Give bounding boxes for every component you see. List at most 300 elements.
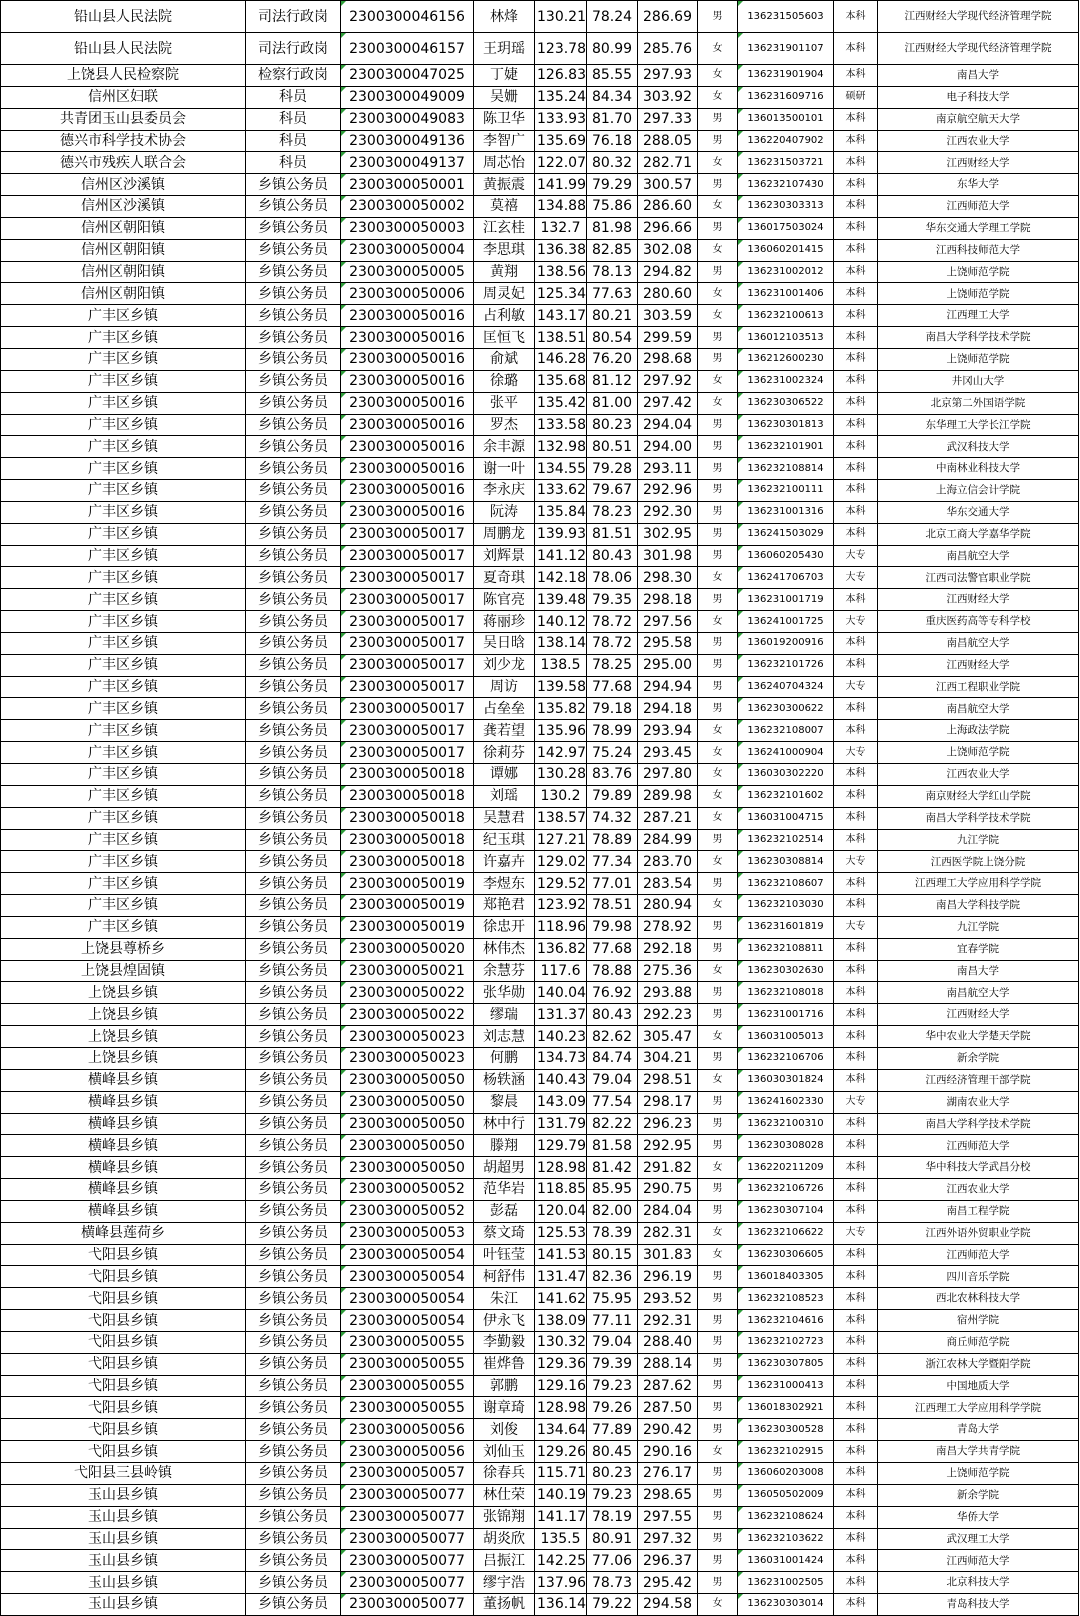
total-score-cell[interactable]: 305.47	[638, 1026, 698, 1048]
education-cell[interactable]: 大专	[834, 1222, 878, 1244]
education-cell[interactable]: 本科	[834, 414, 878, 436]
ticket-number-cell[interactable]: 136231000413	[738, 1375, 834, 1397]
name-cell[interactable]: 周鹏龙	[474, 523, 535, 545]
position-code-cell[interactable]: 2300300050016	[341, 327, 474, 349]
interview-score-cell[interactable]: 78.88	[587, 960, 638, 982]
ticket-number-cell[interactable]: 136232108624	[738, 1506, 834, 1528]
written-score-cell[interactable]: 131.37	[535, 1004, 587, 1026]
name-cell[interactable]: 徐忠开	[474, 916, 535, 938]
total-score-cell[interactable]: 290.16	[638, 1441, 698, 1463]
gender-cell[interactable]: 男	[698, 414, 738, 436]
position-code-cell[interactable]: 2300300050016	[341, 480, 474, 502]
total-score-cell[interactable]: 298.30	[638, 567, 698, 589]
school-cell[interactable]: 青岛大学	[878, 1419, 1079, 1441]
position-cell[interactable]: 乡镇公务员	[246, 458, 341, 480]
interview-score-cell[interactable]: 80.32	[587, 152, 638, 174]
gender-cell[interactable]: 男	[698, 982, 738, 1004]
school-cell[interactable]: 上海立信会计学院	[878, 480, 1079, 502]
name-cell[interactable]: 李勤毅	[474, 1331, 535, 1353]
unit-cell[interactable]: 广丰区乡镇	[1, 348, 246, 370]
position-cell[interactable]: 乡镇公务员	[246, 916, 341, 938]
interview-score-cell[interactable]: 79.23	[587, 1484, 638, 1506]
position-cell[interactable]: 乡镇公务员	[246, 1157, 341, 1179]
gender-cell[interactable]: 男	[698, 436, 738, 458]
unit-cell[interactable]: 广丰区乡镇	[1, 632, 246, 654]
ticket-number-cell[interactable]: 136232108007	[738, 720, 834, 742]
interview-score-cell[interactable]: 78.06	[587, 567, 638, 589]
name-cell[interactable]: 刘志慧	[474, 1026, 535, 1048]
education-cell[interactable]: 本科	[834, 1069, 878, 1091]
interview-score-cell[interactable]: 81.51	[587, 523, 638, 545]
education-cell[interactable]: 本科	[834, 632, 878, 654]
unit-cell[interactable]: 广丰区乡镇	[1, 480, 246, 502]
name-cell[interactable]: 周芯怡	[474, 152, 535, 174]
gender-cell[interactable]: 女	[698, 1441, 738, 1463]
total-score-cell[interactable]: 280.94	[638, 895, 698, 917]
interview-score-cell[interactable]: 76.92	[587, 982, 638, 1004]
total-score-cell[interactable]: 282.71	[638, 152, 698, 174]
education-cell[interactable]: 大专	[834, 1091, 878, 1113]
ticket-number-cell[interactable]: 136060205430	[738, 545, 834, 567]
school-cell[interactable]: 东华大学	[878, 174, 1079, 196]
interview-score-cell[interactable]: 84.34	[587, 86, 638, 108]
education-cell[interactable]: 本科	[834, 1135, 878, 1157]
position-cell[interactable]: 乡镇公务员	[246, 1244, 341, 1266]
total-score-cell[interactable]: 299.59	[638, 327, 698, 349]
position-cell[interactable]: 乡镇公务员	[246, 1572, 341, 1594]
total-score-cell[interactable]: 275.36	[638, 960, 698, 982]
name-cell[interactable]: 王玥瑶	[474, 33, 535, 65]
unit-cell[interactable]: 玉山县乡镇	[1, 1594, 246, 1616]
ticket-number-cell[interactable]: 136231002324	[738, 370, 834, 392]
education-cell[interactable]: 本科	[834, 1310, 878, 1332]
school-cell[interactable]: 上饶师范学院	[878, 261, 1079, 283]
interview-score-cell[interactable]: 80.43	[587, 545, 638, 567]
unit-cell[interactable]: 广丰区乡镇	[1, 414, 246, 436]
total-score-cell[interactable]: 301.83	[638, 1244, 698, 1266]
total-score-cell[interactable]: 292.95	[638, 1135, 698, 1157]
total-score-cell[interactable]: 287.62	[638, 1375, 698, 1397]
education-cell[interactable]: 本科	[834, 829, 878, 851]
name-cell[interactable]: 柯舒伟	[474, 1266, 535, 1288]
unit-cell[interactable]: 德兴市科学技术协会	[1, 130, 246, 152]
school-cell[interactable]: 南昌航空大学	[878, 982, 1079, 1004]
position-cell[interactable]: 乡镇公务员	[246, 261, 341, 283]
education-cell[interactable]: 本科	[834, 1353, 878, 1375]
education-cell[interactable]: 本科	[834, 938, 878, 960]
unit-cell[interactable]: 玉山县乡镇	[1, 1506, 246, 1528]
interview-score-cell[interactable]: 79.39	[587, 1353, 638, 1375]
ticket-number-cell[interactable]: 136231002012	[738, 261, 834, 283]
position-cell[interactable]: 乡镇公务员	[246, 501, 341, 523]
position-cell[interactable]: 乡镇公务员	[246, 523, 341, 545]
position-code-cell[interactable]: 2300300050077	[341, 1572, 474, 1594]
position-code-cell[interactable]: 2300300050056	[341, 1419, 474, 1441]
interview-score-cell[interactable]: 79.04	[587, 1069, 638, 1091]
gender-cell[interactable]: 男	[698, 501, 738, 523]
unit-cell[interactable]: 广丰区乡镇	[1, 589, 246, 611]
unit-cell[interactable]: 广丰区乡镇	[1, 436, 246, 458]
position-cell[interactable]: 乡镇公务员	[246, 764, 341, 786]
gender-cell[interactable]: 男	[698, 1528, 738, 1550]
ticket-number-cell[interactable]: 136050502009	[738, 1484, 834, 1506]
total-score-cell[interactable]: 288.05	[638, 130, 698, 152]
gender-cell[interactable]: 男	[698, 458, 738, 480]
gender-cell[interactable]: 男	[698, 130, 738, 152]
ticket-number-cell[interactable]: 136231901107	[738, 33, 834, 65]
education-cell[interactable]: 本科	[834, 392, 878, 414]
school-cell[interactable]: 武汉理工大学	[878, 1528, 1079, 1550]
education-cell[interactable]: 本科	[834, 1375, 878, 1397]
position-cell[interactable]: 乡镇公务员	[246, 1091, 341, 1113]
position-cell[interactable]: 乡镇公务员	[246, 1484, 341, 1506]
unit-cell[interactable]: 广丰区乡镇	[1, 829, 246, 851]
name-cell[interactable]: 俞斌	[474, 348, 535, 370]
school-cell[interactable]: 新余学院	[878, 1047, 1079, 1069]
name-cell[interactable]: 罗杰	[474, 414, 535, 436]
written-score-cell[interactable]: 115.71	[535, 1463, 587, 1485]
ticket-number-cell[interactable]: 136241602330	[738, 1091, 834, 1113]
school-cell[interactable]: 华中农业大学楚天学院	[878, 1026, 1079, 1048]
school-cell[interactable]: 中南林业科技大学	[878, 458, 1079, 480]
education-cell[interactable]: 本科	[834, 174, 878, 196]
position-cell[interactable]: 乡镇公务员	[246, 960, 341, 982]
position-cell[interactable]: 司法行政岗	[246, 1, 341, 33]
unit-cell[interactable]: 信州区沙溪镇	[1, 174, 246, 196]
position-code-cell[interactable]: 2300300049009	[341, 86, 474, 108]
unit-cell[interactable]: 广丰区乡镇	[1, 873, 246, 895]
written-score-cell[interactable]: 139.58	[535, 676, 587, 698]
interview-score-cell[interactable]: 79.04	[587, 1331, 638, 1353]
interview-score-cell[interactable]: 83.76	[587, 764, 638, 786]
ticket-number-cell[interactable]: 136230308028	[738, 1135, 834, 1157]
school-cell[interactable]: 北京第二外国语学院	[878, 392, 1079, 414]
position-code-cell[interactable]: 2300300050017	[341, 589, 474, 611]
school-cell[interactable]: 九江学院	[878, 829, 1079, 851]
written-score-cell[interactable]: 120.04	[535, 1200, 587, 1222]
written-score-cell[interactable]: 129.26	[535, 1441, 587, 1463]
written-score-cell[interactable]: 135.42	[535, 392, 587, 414]
ticket-number-cell[interactable]: 136230300622	[738, 698, 834, 720]
education-cell[interactable]: 本科	[834, 873, 878, 895]
written-score-cell[interactable]: 117.6	[535, 960, 587, 982]
unit-cell[interactable]: 广丰区乡镇	[1, 305, 246, 327]
school-cell[interactable]: 江西经济管理干部学院	[878, 1069, 1079, 1091]
education-cell[interactable]: 大专	[834, 916, 878, 938]
interview-score-cell[interactable]: 81.58	[587, 1135, 638, 1157]
unit-cell[interactable]: 横峰县乡镇	[1, 1200, 246, 1222]
gender-cell[interactable]: 男	[698, 545, 738, 567]
position-cell[interactable]: 乡镇公务员	[246, 217, 341, 239]
education-cell[interactable]: 本科	[834, 895, 878, 917]
ticket-number-cell[interactable]: 136031004715	[738, 807, 834, 829]
unit-cell[interactable]: 信州区妇联	[1, 86, 246, 108]
position-code-cell[interactable]: 2300300050050	[341, 1135, 474, 1157]
ticket-number-cell[interactable]: 136232100613	[738, 305, 834, 327]
unit-cell[interactable]: 广丰区乡镇	[1, 523, 246, 545]
total-score-cell[interactable]: 278.92	[638, 916, 698, 938]
name-cell[interactable]: 江玄桂	[474, 217, 535, 239]
name-cell[interactable]: 余丰源	[474, 436, 535, 458]
written-score-cell[interactable]: 131.79	[535, 1113, 587, 1135]
school-cell[interactable]: 中国地质大学	[878, 1375, 1079, 1397]
name-cell[interactable]: 李煜东	[474, 873, 535, 895]
position-cell[interactable]: 乡镇公务员	[246, 1069, 341, 1091]
position-cell[interactable]: 乡镇公务员	[246, 698, 341, 720]
total-score-cell[interactable]: 292.18	[638, 938, 698, 960]
total-score-cell[interactable]: 290.42	[638, 1419, 698, 1441]
interview-score-cell[interactable]: 85.55	[587, 65, 638, 87]
name-cell[interactable]: 谭娜	[474, 764, 535, 786]
unit-cell[interactable]: 广丰区乡镇	[1, 370, 246, 392]
gender-cell[interactable]: 男	[698, 1463, 738, 1485]
total-score-cell[interactable]: 303.92	[638, 86, 698, 108]
school-cell[interactable]: 北京工商大学嘉华学院	[878, 523, 1079, 545]
school-cell[interactable]: 江西医学院上饶分院	[878, 851, 1079, 873]
ticket-number-cell[interactable]: 136013500101	[738, 108, 834, 130]
position-code-cell[interactable]: 2300300050019	[341, 873, 474, 895]
written-score-cell[interactable]: 138.56	[535, 261, 587, 283]
interview-score-cell[interactable]: 75.95	[587, 1288, 638, 1310]
interview-score-cell[interactable]: 77.63	[587, 283, 638, 305]
education-cell[interactable]: 本科	[834, 785, 878, 807]
position-code-cell[interactable]: 2300300050055	[341, 1353, 474, 1375]
school-cell[interactable]: 华东交通大学	[878, 501, 1079, 523]
position-code-cell[interactable]: 2300300050017	[341, 567, 474, 589]
gender-cell[interactable]: 女	[698, 196, 738, 218]
unit-cell[interactable]: 广丰区乡镇	[1, 807, 246, 829]
position-code-cell[interactable]: 2300300050019	[341, 916, 474, 938]
position-cell[interactable]: 科员	[246, 86, 341, 108]
written-score-cell[interactable]: 133.93	[535, 108, 587, 130]
unit-cell[interactable]: 弋阳县乡镇	[1, 1441, 246, 1463]
position-cell[interactable]: 乡镇公务员	[246, 851, 341, 873]
school-cell[interactable]: 江西科技师范大学	[878, 239, 1079, 261]
unit-cell[interactable]: 信州区朝阳镇	[1, 217, 246, 239]
school-cell[interactable]: 上海政法学院	[878, 720, 1079, 742]
interview-score-cell[interactable]: 82.85	[587, 239, 638, 261]
ticket-number-cell[interactable]: 136230301813	[738, 414, 834, 436]
gender-cell[interactable]: 男	[698, 1113, 738, 1135]
school-cell[interactable]: 江西理工大学应用科学学院	[878, 873, 1079, 895]
school-cell[interactable]: 江西农业大学	[878, 130, 1079, 152]
gender-cell[interactable]: 男	[698, 873, 738, 895]
school-cell[interactable]: 湖南农业大学	[878, 1091, 1079, 1113]
unit-cell[interactable]: 广丰区乡镇	[1, 392, 246, 414]
position-code-cell[interactable]: 2300300049083	[341, 108, 474, 130]
total-score-cell[interactable]: 296.66	[638, 217, 698, 239]
gender-cell[interactable]: 男	[698, 698, 738, 720]
total-score-cell[interactable]: 293.88	[638, 982, 698, 1004]
total-score-cell[interactable]: 294.04	[638, 414, 698, 436]
interview-score-cell[interactable]: 80.51	[587, 436, 638, 458]
total-score-cell[interactable]: 276.17	[638, 1463, 698, 1485]
written-score-cell[interactable]: 140.12	[535, 611, 587, 633]
position-code-cell[interactable]: 2300300050016	[341, 458, 474, 480]
school-cell[interactable]: 上饶师范学院	[878, 348, 1079, 370]
school-cell[interactable]: 华东交通大学理工学院	[878, 217, 1079, 239]
position-cell[interactable]: 乡镇公务员	[246, 676, 341, 698]
position-code-cell[interactable]: 2300300050016	[341, 392, 474, 414]
position-cell[interactable]: 乡镇公务员	[246, 632, 341, 654]
name-cell[interactable]: 吴日晗	[474, 632, 535, 654]
ticket-number-cell[interactable]: 136231609716	[738, 86, 834, 108]
ticket-number-cell[interactable]: 136232101901	[738, 436, 834, 458]
total-score-cell[interactable]: 296.19	[638, 1266, 698, 1288]
unit-cell[interactable]: 弋阳县乡镇	[1, 1244, 246, 1266]
position-code-cell[interactable]: 2300300050077	[341, 1506, 474, 1528]
ticket-number-cell[interactable]: 136018403305	[738, 1266, 834, 1288]
ticket-number-cell[interactable]: 136230306605	[738, 1244, 834, 1266]
ticket-number-cell[interactable]: 136230303313	[738, 196, 834, 218]
written-score-cell[interactable]: 118.96	[535, 916, 587, 938]
gender-cell[interactable]: 男	[698, 1047, 738, 1069]
position-code-cell[interactable]: 2300300050054	[341, 1244, 474, 1266]
gender-cell[interactable]: 男	[698, 1266, 738, 1288]
position-code-cell[interactable]: 2300300050077	[341, 1594, 474, 1616]
gender-cell[interactable]: 男	[698, 1179, 738, 1201]
education-cell[interactable]: 本科	[834, 480, 878, 502]
interview-score-cell[interactable]: 78.39	[587, 1222, 638, 1244]
interview-score-cell[interactable]: 77.68	[587, 938, 638, 960]
total-score-cell[interactable]: 294.94	[638, 676, 698, 698]
name-cell[interactable]: 阮涛	[474, 501, 535, 523]
position-cell[interactable]: 乡镇公务员	[246, 1441, 341, 1463]
written-score-cell[interactable]: 133.58	[535, 414, 587, 436]
name-cell[interactable]: 林中行	[474, 1113, 535, 1135]
ticket-number-cell[interactable]: 136030301824	[738, 1069, 834, 1091]
name-cell[interactable]: 蔡文琦	[474, 1222, 535, 1244]
total-score-cell[interactable]: 298.68	[638, 348, 698, 370]
written-score-cell[interactable]: 133.62	[535, 480, 587, 502]
unit-cell[interactable]: 广丰区乡镇	[1, 545, 246, 567]
interview-score-cell[interactable]: 80.91	[587, 1528, 638, 1550]
education-cell[interactable]: 本科	[834, 1463, 878, 1485]
interview-score-cell[interactable]: 74.32	[587, 807, 638, 829]
position-code-cell[interactable]: 2300300050006	[341, 283, 474, 305]
ticket-number-cell[interactable]: 136232101726	[738, 654, 834, 676]
total-score-cell[interactable]: 280.60	[638, 283, 698, 305]
written-score-cell[interactable]: 141.12	[535, 545, 587, 567]
total-score-cell[interactable]: 293.11	[638, 458, 698, 480]
education-cell[interactable]: 大专	[834, 676, 878, 698]
name-cell[interactable]: 周访	[474, 676, 535, 698]
written-score-cell[interactable]: 140.43	[535, 1069, 587, 1091]
gender-cell[interactable]: 女	[698, 567, 738, 589]
education-cell[interactable]: 本科	[834, 1113, 878, 1135]
position-cell[interactable]: 乡镇公务员	[246, 1506, 341, 1528]
name-cell[interactable]: 郑艳君	[474, 895, 535, 917]
ticket-number-cell[interactable]: 136230306522	[738, 392, 834, 414]
name-cell[interactable]: 陈官亮	[474, 589, 535, 611]
total-score-cell[interactable]: 297.56	[638, 611, 698, 633]
name-cell[interactable]: 吴慧君	[474, 807, 535, 829]
school-cell[interactable]: 重庆医药高等专科学校	[878, 611, 1079, 633]
position-cell[interactable]: 乡镇公务员	[246, 873, 341, 895]
total-score-cell[interactable]: 293.94	[638, 720, 698, 742]
position-code-cell[interactable]: 2300300050005	[341, 261, 474, 283]
written-score-cell[interactable]: 129.36	[535, 1353, 587, 1375]
position-code-cell[interactable]: 2300300050018	[341, 764, 474, 786]
gender-cell[interactable]: 女	[698, 305, 738, 327]
written-score-cell[interactable]: 135.96	[535, 720, 587, 742]
name-cell[interactable]: 许嘉卉	[474, 851, 535, 873]
written-score-cell[interactable]: 140.23	[535, 1026, 587, 1048]
interview-score-cell[interactable]: 80.43	[587, 1004, 638, 1026]
unit-cell[interactable]: 上饶县尊桥乡	[1, 938, 246, 960]
unit-cell[interactable]: 信州区朝阳镇	[1, 283, 246, 305]
unit-cell[interactable]: 弋阳县乡镇	[1, 1331, 246, 1353]
name-cell[interactable]: 黄振震	[474, 174, 535, 196]
total-score-cell[interactable]: 295.00	[638, 654, 698, 676]
name-cell[interactable]: 范华岩	[474, 1179, 535, 1201]
written-score-cell[interactable]: 135.68	[535, 370, 587, 392]
position-cell[interactable]: 乡镇公务员	[246, 589, 341, 611]
name-cell[interactable]: 张平	[474, 392, 535, 414]
name-cell[interactable]: 张锦翔	[474, 1506, 535, 1528]
gender-cell[interactable]: 女	[698, 152, 738, 174]
name-cell[interactable]: 匡恒飞	[474, 327, 535, 349]
written-score-cell[interactable]: 129.79	[535, 1135, 587, 1157]
position-cell[interactable]: 科员	[246, 152, 341, 174]
written-score-cell[interactable]: 132.98	[535, 436, 587, 458]
gender-cell[interactable]: 男	[698, 261, 738, 283]
unit-cell[interactable]: 弋阳县乡镇	[1, 1397, 246, 1419]
position-code-cell[interactable]: 2300300050052	[341, 1200, 474, 1222]
education-cell[interactable]: 本科	[834, 1397, 878, 1419]
position-code-cell[interactable]: 2300300050019	[341, 895, 474, 917]
name-cell[interactable]: 朱江	[474, 1288, 535, 1310]
total-score-cell[interactable]: 298.17	[638, 1091, 698, 1113]
interview-score-cell[interactable]: 77.34	[587, 851, 638, 873]
position-cell[interactable]: 乡镇公务员	[246, 1463, 341, 1485]
education-cell[interactable]: 本科	[834, 764, 878, 786]
written-score-cell[interactable]: 143.17	[535, 305, 587, 327]
total-score-cell[interactable]: 302.95	[638, 523, 698, 545]
position-code-cell[interactable]: 2300300050016	[341, 436, 474, 458]
unit-cell[interactable]: 横峰县乡镇	[1, 1157, 246, 1179]
education-cell[interactable]: 本科	[834, 1550, 878, 1572]
education-cell[interactable]: 本科	[834, 654, 878, 676]
ticket-number-cell[interactable]: 136232101602	[738, 785, 834, 807]
education-cell[interactable]: 大专	[834, 851, 878, 873]
name-cell[interactable]: 刘辉景	[474, 545, 535, 567]
written-score-cell[interactable]: 135.84	[535, 501, 587, 523]
ticket-number-cell[interactable]: 136241503029	[738, 523, 834, 545]
written-score-cell[interactable]: 129.16	[535, 1375, 587, 1397]
position-code-cell[interactable]: 2300300050054	[341, 1288, 474, 1310]
unit-cell[interactable]: 共青团玉山县委员会	[1, 108, 246, 130]
interview-score-cell[interactable]: 80.23	[587, 1463, 638, 1485]
position-cell[interactable]: 乡镇公务员	[246, 1594, 341, 1616]
unit-cell[interactable]: 弋阳县乡镇	[1, 1288, 246, 1310]
education-cell[interactable]: 本科	[834, 348, 878, 370]
education-cell[interactable]: 本科	[834, 1, 878, 33]
position-cell[interactable]: 乡镇公务员	[246, 1375, 341, 1397]
gender-cell[interactable]: 女	[698, 960, 738, 982]
education-cell[interactable]: 本科	[834, 217, 878, 239]
ticket-number-cell[interactable]: 136220211209	[738, 1157, 834, 1179]
name-cell[interactable]: 杨轶涵	[474, 1069, 535, 1091]
unit-cell[interactable]: 上饶县乡镇	[1, 1004, 246, 1026]
name-cell[interactable]: 李永庆	[474, 480, 535, 502]
gender-cell[interactable]: 女	[698, 283, 738, 305]
gender-cell[interactable]: 男	[698, 1572, 738, 1594]
interview-score-cell[interactable]: 81.42	[587, 1157, 638, 1179]
name-cell[interactable]: 陈卫华	[474, 108, 535, 130]
position-cell[interactable]: 乡镇公务员	[246, 1397, 341, 1419]
position-code-cell[interactable]: 2300300050055	[341, 1331, 474, 1353]
